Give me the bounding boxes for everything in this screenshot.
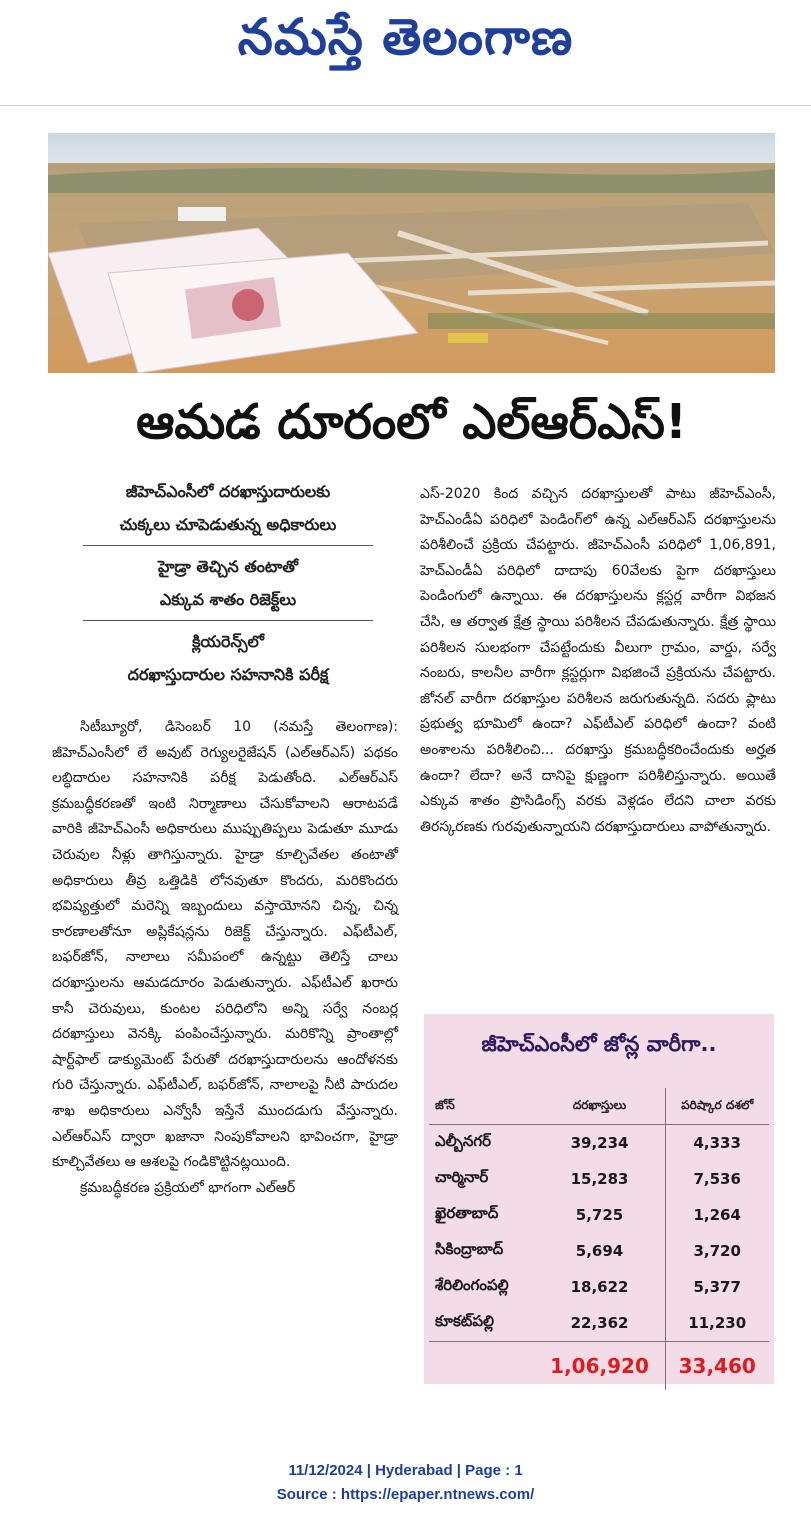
zone-name: సికింద్రాబాద్‌ [435, 1240, 504, 1258]
deck-line: హైడ్రా తెచ్చిన తంటాతో [157, 557, 298, 576]
deck-line: జీహెచ్‌ఎంసీలో దరఖాస్తుదారులకు [125, 482, 331, 501]
applications-count: 22,362 [570, 1314, 629, 1332]
applications-count: 39,234 [570, 1134, 629, 1152]
applications-count: 18,622 [570, 1278, 629, 1296]
body-paragraph: క్రమబద్ధీకరణ ప్రక్రియలో భాగంగా ఎల్‌ఆర్‌ [80, 1179, 296, 1196]
footer-source-link[interactable]: Source : https://epaper.ntnews.com/ [276, 1486, 535, 1503]
body-column-left [52, 715, 398, 1201]
in-process-count: 7,536 [666, 1161, 769, 1197]
table-row [429, 1125, 769, 1162]
deck-line: చుక్కలు చూపెడుతున్న అధికారులు [119, 515, 337, 534]
total-applications: 1,06,920 [535, 1342, 666, 1391]
in-process-count: 1,264 [666, 1197, 769, 1233]
table-row [429, 1161, 769, 1197]
zone-name: ఖైరతాబాద్‌ [435, 1204, 499, 1222]
header-applications: దరఖాస్తులు [572, 1097, 627, 1112]
deck-divider [83, 545, 373, 546]
zone-name: చార్మినార్‌ [435, 1168, 489, 1186]
header-in-process: పరిష్కార దశలో [666, 1088, 769, 1125]
zone-name: శేరిలింగంపల్లి [435, 1276, 509, 1294]
deck-line: ఎక్కువ శాతం రిజెక్ట్‌లు [159, 590, 297, 609]
table-row [429, 1305, 769, 1342]
body-column-right [420, 482, 776, 840]
masthead [0, 0, 811, 106]
in-process-count: 3,720 [666, 1233, 769, 1269]
zone-name: కూకట్‌పల్లి [435, 1312, 495, 1330]
deck-line: క్లియరెన్స్‌లో [192, 632, 264, 651]
total-label-cell [429, 1342, 535, 1391]
in-process-count: 4,333 [666, 1125, 769, 1162]
zone-table [429, 1088, 769, 1390]
table-row [429, 1269, 769, 1305]
applications-count: 5,725 [575, 1206, 624, 1224]
applications-count: 15,283 [570, 1170, 629, 1188]
table-header-row [429, 1088, 769, 1125]
newspaper-logo: నమస్తే తెలంగాణ [237, 8, 574, 66]
body-paragraph: ఎస్‌-2020 కింద వచ్చిన దరఖాస్తులతో పాటు జీహెచ్‌ఎంసీ, హెచ్‌ఎండీఏ పరిధిలో పెండింగ్‌లో ఉన్న ఎల్‌ఆర్‌ఎస్‌ దరఖాస్తులను పరిశీలించే ప్రక్రియ చేపట్టారు. జీహెచ్‌ఎంసీ పరిధిలో 1,06,891, హెచ్‌ఎండీఏ పరిధిలో దాదాపు 60వేలకు పైగా దరఖాస్తులు పెండింగులో ఉన్నాయి. ఈ దరఖాస్తులను క్లస్టర్ల వారీగా విభజన చేసి, ఆ తర్వాత క్షేత్ర స్థాయి పరిశీలన చేపడుతున్నారు. క్షేత్ర స్థాయి పరిశీలన సులభంగా చేపట్టేందుకు వీలుగా గ్రామం, వార్డు, సర్వే నంబరు, కాలనీల వారీగా క్లస్టర్లుగా విభజించే ప్రక్రియను చేపట్టారు. జోనల్‌ వారీగా దరఖాస్తుల పరిశీలన జరుగుతున్నది. సదరు ప్లాటు ప్రభుత్వ భూమిలో ఉందా? ఎఫ్‌టీఎల్‌ పరిధిలో ఉందా? వంటి అంశాలను పరిశీలించి... దరఖాస్తు క్రమబద్ధీకరించేందుకు అర్హత ఉందా? లేదా? అనే దానిపై క్షుణ్ణంగా పరిశీలిస్తున్నారు. అయితే ఎక్కువ శాతం ప్రొసిడింగ్స్‌ వరకు వెళ్లడం లేదని చాలా వరకు తిరస్కరణకు గురవుతున్నాయని దరఖాస్తుదారులు వాపోతున్నారు. [420, 486, 776, 835]
table-row [429, 1233, 769, 1269]
in-process-count: 11,230 [666, 1305, 769, 1342]
land-plots-photo [48, 133, 775, 373]
article-headline: ఆమడ దూరంలో ఎల్‌ఆర్‌ఎస్‌! [136, 394, 687, 450]
article-photo [48, 133, 775, 373]
deck-divider [83, 620, 373, 621]
zone-stats-box [424, 1014, 774, 1384]
table-total-row [429, 1342, 769, 1391]
applications-count: 5,694 [575, 1242, 624, 1260]
zone-name: ఎల్బీనగర్‌ [435, 1132, 492, 1150]
zone-table-title: జీహెచ్‌ఎంసీలో జోన్ల వారీగా.. [481, 1032, 717, 1056]
body-paragraph: సిటీబ్యూరో, డిసెంబర్‌ 10 (నమస్తే తెలంగాణ): జీహెచ్‌ఎంసీలో లే అవుట్‌ రెగ్యులరైజేషన్‌ (ఎల్‌ఆర్‌ఎస్‌) పథకం లబ్ధిదారుల సహనానికి పరీక్ష పెడుతోంది. ఎల్‌ఆర్‌ఎస్‌ క్రమబద్ధీకరణతో ఇంటి నిర్మాణాలు చేసుకోవాలని ఆరాటపడే వారికి జీహెచ్‌ఎంసీ అధికారులు ముప్పుతిప్పలు పెడుతూ మూడు చెరువుల నీళ్లు తాగిస్తున్నారు. హైడ్రా కూల్చివేతల తంటాతో అధికారులు తీవ్ర ఒత్తిడికి లోనవుతూ కొందరు, మరికొందరు భవిష్యత్తులో మరెన్ని ఇబ్బందులు వస్తాయోనని చిన్న, చిన్న కారణాలతోనూ అప్లికేషన్లను రిజెక్ట్‌ చేస్తున్నారు. ఎఫ్‌టీఎల్‌, బఫర్‌జోన్‌, నాలాలు సమీపంలో ఉన్నట్టు తెలిస్తే చాలు దరఖాస్తులను ఆమడదూరం పెడుతున్నారు. ఎఫ్‌టీఎల్‌ ఖరారు కానీ చెరువులు, కుంటల పరిధిలోని అన్ని సర్వే నంబర్ల దరఖాస్తులు వెనక్కి పంపించేస్తున్నారు. మరికొన్ని ప్రాంతాల్లో షార్ట్‌ఫాల్‌ డాక్యుమెంట్‌ పేరుతో దరఖాస్తుదారులను ఆందోళనకు గురి చేస్తున్నారు. ఎఫ్‌టీఎల్‌, బఫర్‌జోన్‌, నాలాలపై నీటి పారుదల శాఖ అధికారులు ఎన్వోసీ ఇస్తేనే ముందడుగు వేస్తున్నారు. ఎల్‌ఆర్‌ఎస్‌ ద్వారా ఖజానా నింపుకోవాలని భావించగా, హైడ్రా కూల్చివేతలు ఆ ఆశలపై గండికొట్టినట్లయింది. [52, 719, 398, 1171]
table-row [429, 1197, 769, 1233]
deck-line: దరఖాస్తుదారుల సహనానికి పరీక్ష [127, 665, 329, 684]
footer-dateline: 11/12/2024 | Hyderabad | Page : 1 [288, 1462, 523, 1479]
in-process-count: 5,377 [666, 1269, 769, 1305]
total-in-process: 33,460 [666, 1342, 769, 1391]
header-zone: జోన్‌ [435, 1097, 455, 1112]
subheadline-decks [48, 475, 408, 691]
